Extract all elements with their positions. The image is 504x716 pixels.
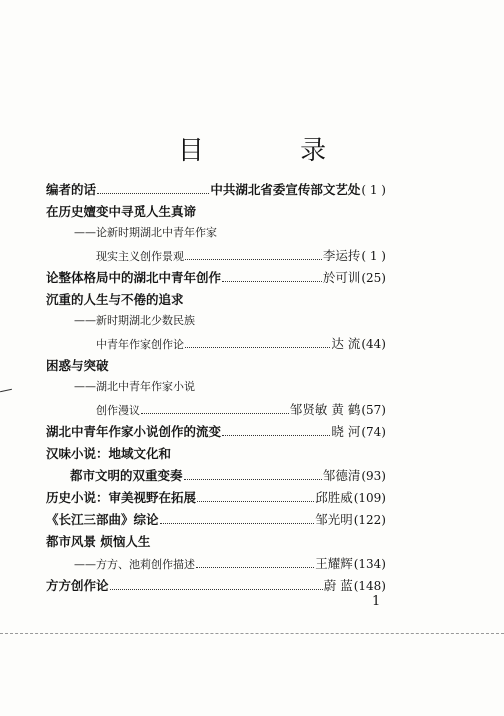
entry-title: 《长江三部曲》综论 (46, 512, 159, 527)
entry-page: ( 1 ) (361, 183, 386, 197)
entry-title: 困惑与突破 (46, 358, 109, 373)
entry-title: ——新时期湖北少数民族 (74, 314, 195, 327)
leader-dots (222, 428, 330, 437)
toc-subtitle (46, 224, 386, 246)
toc-entry (46, 334, 386, 356)
leader-dots (184, 472, 322, 481)
toc-entry (46, 422, 386, 444)
entry-title: 沉重的人生与不倦的追求 (46, 292, 184, 307)
entry-title: ——湖北中青年作家小说 (74, 380, 195, 393)
entry-title: 汉味小说：地域文化和 (46, 446, 172, 461)
page-number: 1 (372, 594, 381, 609)
entry-author: 邹贤敏 黄 鹤 (289, 402, 361, 417)
entry-author: 王耀辉 (315, 556, 353, 571)
leader-dots (110, 582, 323, 591)
toc-entry (46, 444, 386, 466)
entry-page: (93) (361, 469, 386, 483)
entry-author: 於可训 (322, 270, 361, 285)
page-title: 目 录 (177, 136, 371, 166)
entry-title: 中青年作家创作论 (96, 338, 184, 351)
scan-edge-line (0, 633, 504, 634)
leader-dots (185, 340, 330, 348)
entry-author: 李运抟 (322, 248, 361, 263)
toc-entry (46, 554, 386, 576)
entry-title: 论整体格局中的湖北中青年创作 (46, 270, 222, 285)
toc-subtitle (46, 378, 386, 400)
toc-entry (46, 356, 386, 378)
toc-entry (46, 180, 386, 202)
leader-dots (141, 406, 289, 414)
entry-author: 邱胜威 (315, 490, 353, 505)
toc-entry (46, 510, 386, 532)
entry-author: 蔚 蓝 (323, 578, 353, 593)
toc-entry (46, 246, 386, 268)
leader-dots (222, 274, 322, 283)
entry-title: 在历史嬗变中寻觅人生真谛 (46, 204, 197, 219)
entry-title: 都市风景 烦恼人生 (46, 534, 151, 549)
margin-mark (0, 389, 12, 392)
entry-page: (74) (361, 425, 386, 439)
entry-title: 编者的话 (46, 182, 97, 197)
entry-page: (25) (361, 271, 386, 285)
leader-dots (185, 252, 322, 260)
leader-dots (97, 186, 209, 195)
entry-title: ——方方、池莉创作描述 (74, 558, 195, 571)
entry-page: (44) (361, 337, 386, 351)
entry-title: 湖北中青年作家小说创作的流变 (46, 424, 222, 439)
leader-dots (160, 516, 315, 525)
entry-page: (134) (353, 557, 386, 571)
entry-page: (148) (353, 579, 386, 593)
leader-dots (197, 494, 314, 503)
entry-title: 创作漫议 (96, 404, 140, 417)
entry-title: ——论新时期湖北中青年作家 (74, 226, 217, 239)
entry-title: 都市文明的双重变奏 (70, 468, 183, 483)
entry-author: 达 流 (331, 336, 361, 351)
leader-dots (196, 560, 314, 568)
toc-entry (46, 488, 386, 510)
toc-entry (46, 532, 386, 554)
entry-author: 晓 河 (331, 424, 361, 439)
toc-entry (46, 202, 386, 224)
entry-page: (122) (353, 513, 386, 527)
table-of-contents (46, 180, 386, 598)
entry-page: (109) (353, 491, 386, 505)
entry-page: ( 1 ) (361, 249, 386, 263)
toc-entry (46, 400, 386, 422)
toc-entry (46, 576, 386, 598)
entry-title: 方方创作论 (46, 578, 109, 593)
toc-entry (46, 290, 386, 312)
entry-title: 历史小说：审美视野在拓展 (46, 490, 197, 505)
entry-title: 现实主义创作景观 (96, 250, 184, 263)
entry-author: 中共湖北省委宣传部文艺处 (210, 182, 361, 197)
entry-page: (57) (361, 403, 386, 417)
toc-entry (46, 466, 386, 488)
entry-author: 邹光明 (315, 512, 353, 527)
toc-subtitle (46, 312, 386, 334)
entry-author: 邹德清 (322, 468, 361, 483)
toc-entry (46, 268, 386, 290)
